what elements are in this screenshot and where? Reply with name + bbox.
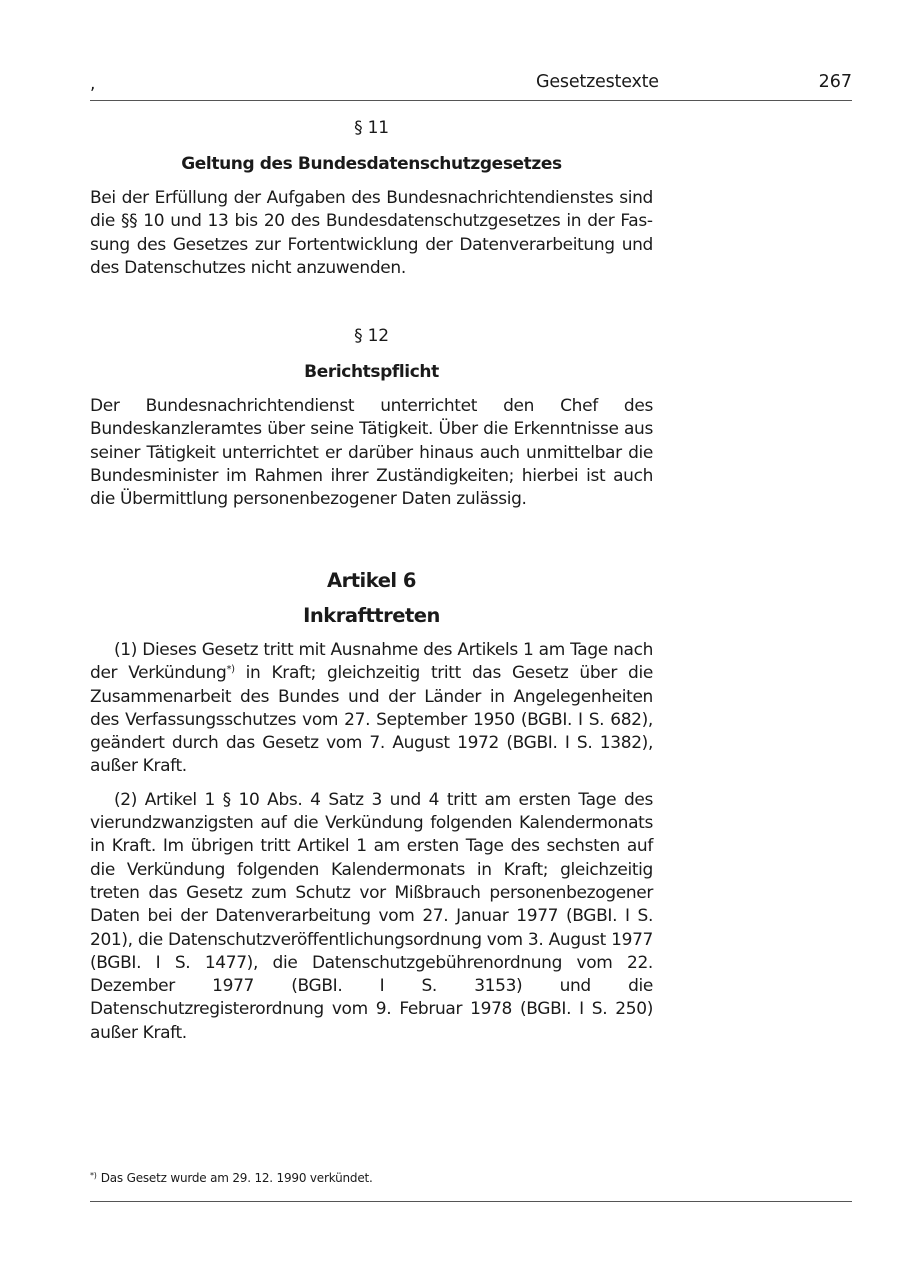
paragraph-text: (1) Dieses Gesetz tritt mit Ausnahme des Artikels 1 am Tage nach der Verkündung <box>90 640 653 684</box>
footer-rule <box>90 1201 852 1202</box>
section-12 <box>90 326 653 511</box>
section-number: § 11 <box>354 118 389 138</box>
section-title: Geltung des Bundesdatenschutzgesetzes <box>181 154 562 174</box>
section-number: § 12 <box>354 326 389 346</box>
article-paragraph-1 <box>90 639 653 779</box>
footnote-mark: *) <box>90 1171 97 1180</box>
footnote <box>90 1171 373 1185</box>
article-6 <box>90 569 653 1045</box>
section-title: Berichtspflicht <box>304 362 439 382</box>
paragraph-text: in Kraft; gleichzeitig tritt das Gesetz über die Zusammenarbeit des Bundes und der Länder in Angelegenheiten des Verfassungsschutzes vom 27. September 1950 (BGBI. I S. 682), geändert durch das Gesetz vom 7. August 1972 (BGBI. I S. 1382), außer Kraft. <box>90 663 653 777</box>
footnote-text: Das Gesetz wurde am 29. 12. 1990 verkündet. <box>100 1171 373 1185</box>
header-title: Gesetzestexte <box>536 72 659 92</box>
article-paragraph-2: (2) Artikel 1 § 10 Abs. 4 Satz 3 und 4 tritt am ersten Tage des vierundzwanzigsten auf die Verkündung folgenden Kalendermonats in Kraft. Im übrigen tritt Artikel 1 am ersten Tage des sechsten auf die Verkündung folgenden Kalendermonats in Kraft; gleichzeitig treten das Gesetz zum Schutz vor Mißbrauch personenbezogener Daten bei der Datenverarbeitung vom 27. Januar 1977 (BGBI. I S. 201), die Datenschutzveröffentlichungsordnung vom 3. August 1977 (BGBI. I S. 1477), die Datenschutzgebührenordnung vom 22. Dezember 1977 (BGBI. I S. 3153) und die Datenschutzregisterordnung vom 9. Februar 1978 (BGBI. I S. 250) außer Kraft. <box>90 789 653 1043</box>
article-title: Inkrafttreten <box>303 604 440 627</box>
page-number: 267 <box>818 72 852 92</box>
section-text: Bei der Erfüllung der Aufgaben des Bundesnachrichtendienstes sind die §§ 10 und 13 bis 20 des Bundesdatenschutzgesetzes in der Fassung des Gesetzes zur Fortentwicklung der Datenverarbeitung und des Datenschutzes nicht anzuwenden. <box>90 188 653 278</box>
section-11 <box>90 118 653 280</box>
footnote-reference: *) <box>226 664 235 676</box>
running-header <box>90 70 852 101</box>
article-number: Artikel 6 <box>327 569 416 592</box>
section-text: Der Bundesnachrichtendienst unterrichtet den Chef des Bundeskanzleramtes über seine Tätigkeit. Über die Erkenntnisse aus seiner Tätigkeit unterrichtet er darüber hinaus auch unmittelbar die Bundesminister im Rahmen ihrer Zuständigkeiten; hierbei ist auch die Übermittlung personenbezogener Daten zulässig. <box>90 396 653 510</box>
header-mark: , <box>90 74 96 94</box>
